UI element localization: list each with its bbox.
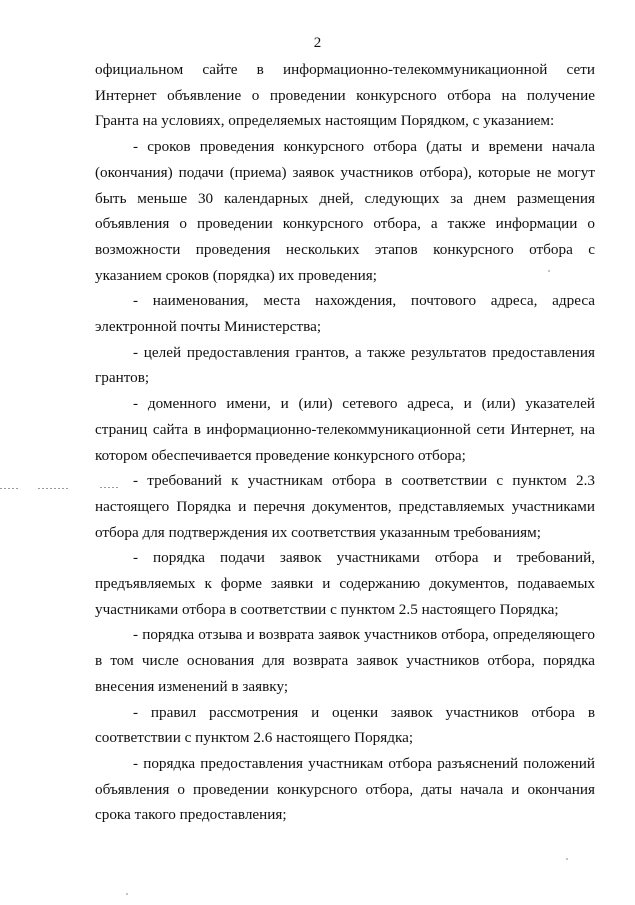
- scan-artifact-indent-dashes: [100, 487, 120, 488]
- list-item-submission-order: - порядка подачи заявок участниками отбора и требований, предъявляемых к форме заявки и содержанию документов, подаваемых участниками отбора в соответствии с пунктом 2.5 настоящего Порядка;: [95, 549, 595, 618]
- list-item-deadlines: - сроков проведения конкурсного отбора (даты и времени начала (окончания) подачи (приема) заявок участников отбора), которые не могут быть меньше 30 календарных дней, следующих за днем размещения объявления о проведении конкурсного отбора, а также информации о возможности проведения нескольких этапов конкурсного отбора с указанием сроков (порядка) их проведения;: [95, 138, 595, 284]
- page-number: 2: [313, 35, 322, 51]
- document-body: [95, 57, 595, 828]
- scan-artifact-dot-right: [548, 270, 550, 272]
- list-item-withdrawal-order: - порядка отзыва и возврата заявок участников отбора, определяющего в том числе основания для возврата заявок участников отбора, порядка внесения изменений в заявку;: [95, 626, 595, 695]
- scan-artifact-dot-bottom-left: [126, 893, 128, 895]
- paragraph-continuation: официальном сайте в информационно-телекоммуникационной сети Интернет объявление о проведении конкурсного отбора на получение Гранта на условиях, определяемых настоящим Порядком, с указанием:: [95, 61, 595, 130]
- scan-artifact-dot-bottom: [566, 858, 568, 860]
- scan-artifact-left-dashes: [38, 488, 68, 489]
- scan-artifact-left-margin: [0, 488, 18, 489]
- list-item-website: - доменного имени, и (или) сетевого адреса, и (или) указателей страниц сайта в информационно-телекоммуникационной сети Интернет, на котором обеспечивается проведение конкурсного отбора;: [95, 395, 595, 464]
- list-item-clarifications: - порядка предоставления участникам отбора разъяснений положений объявления о проведении конкурсного отбора, даты начала и окончания срока такого предоставления;: [95, 754, 595, 824]
- list-item-ministry-contacts: - наименования, места нахождения, почтового адреса, адреса электронной почты Министерства;: [95, 292, 595, 336]
- list-item-review-rules: - правил рассмотрения и оценки заявок участников отбора в соответствии с пунктом 2.6 настоящего Порядка;: [95, 703, 595, 747]
- list-item-grant-goals: - целей предоставления грантов, а также результатов предоставления грантов;: [95, 343, 595, 387]
- list-item-requirements: - требований к участникам отбора в соответствии с пунктом 2.3 настоящего Порядка и перечня документов, представляемых участниками отбора для подтверждения их соответствия указанным требованиям;: [95, 472, 595, 541]
